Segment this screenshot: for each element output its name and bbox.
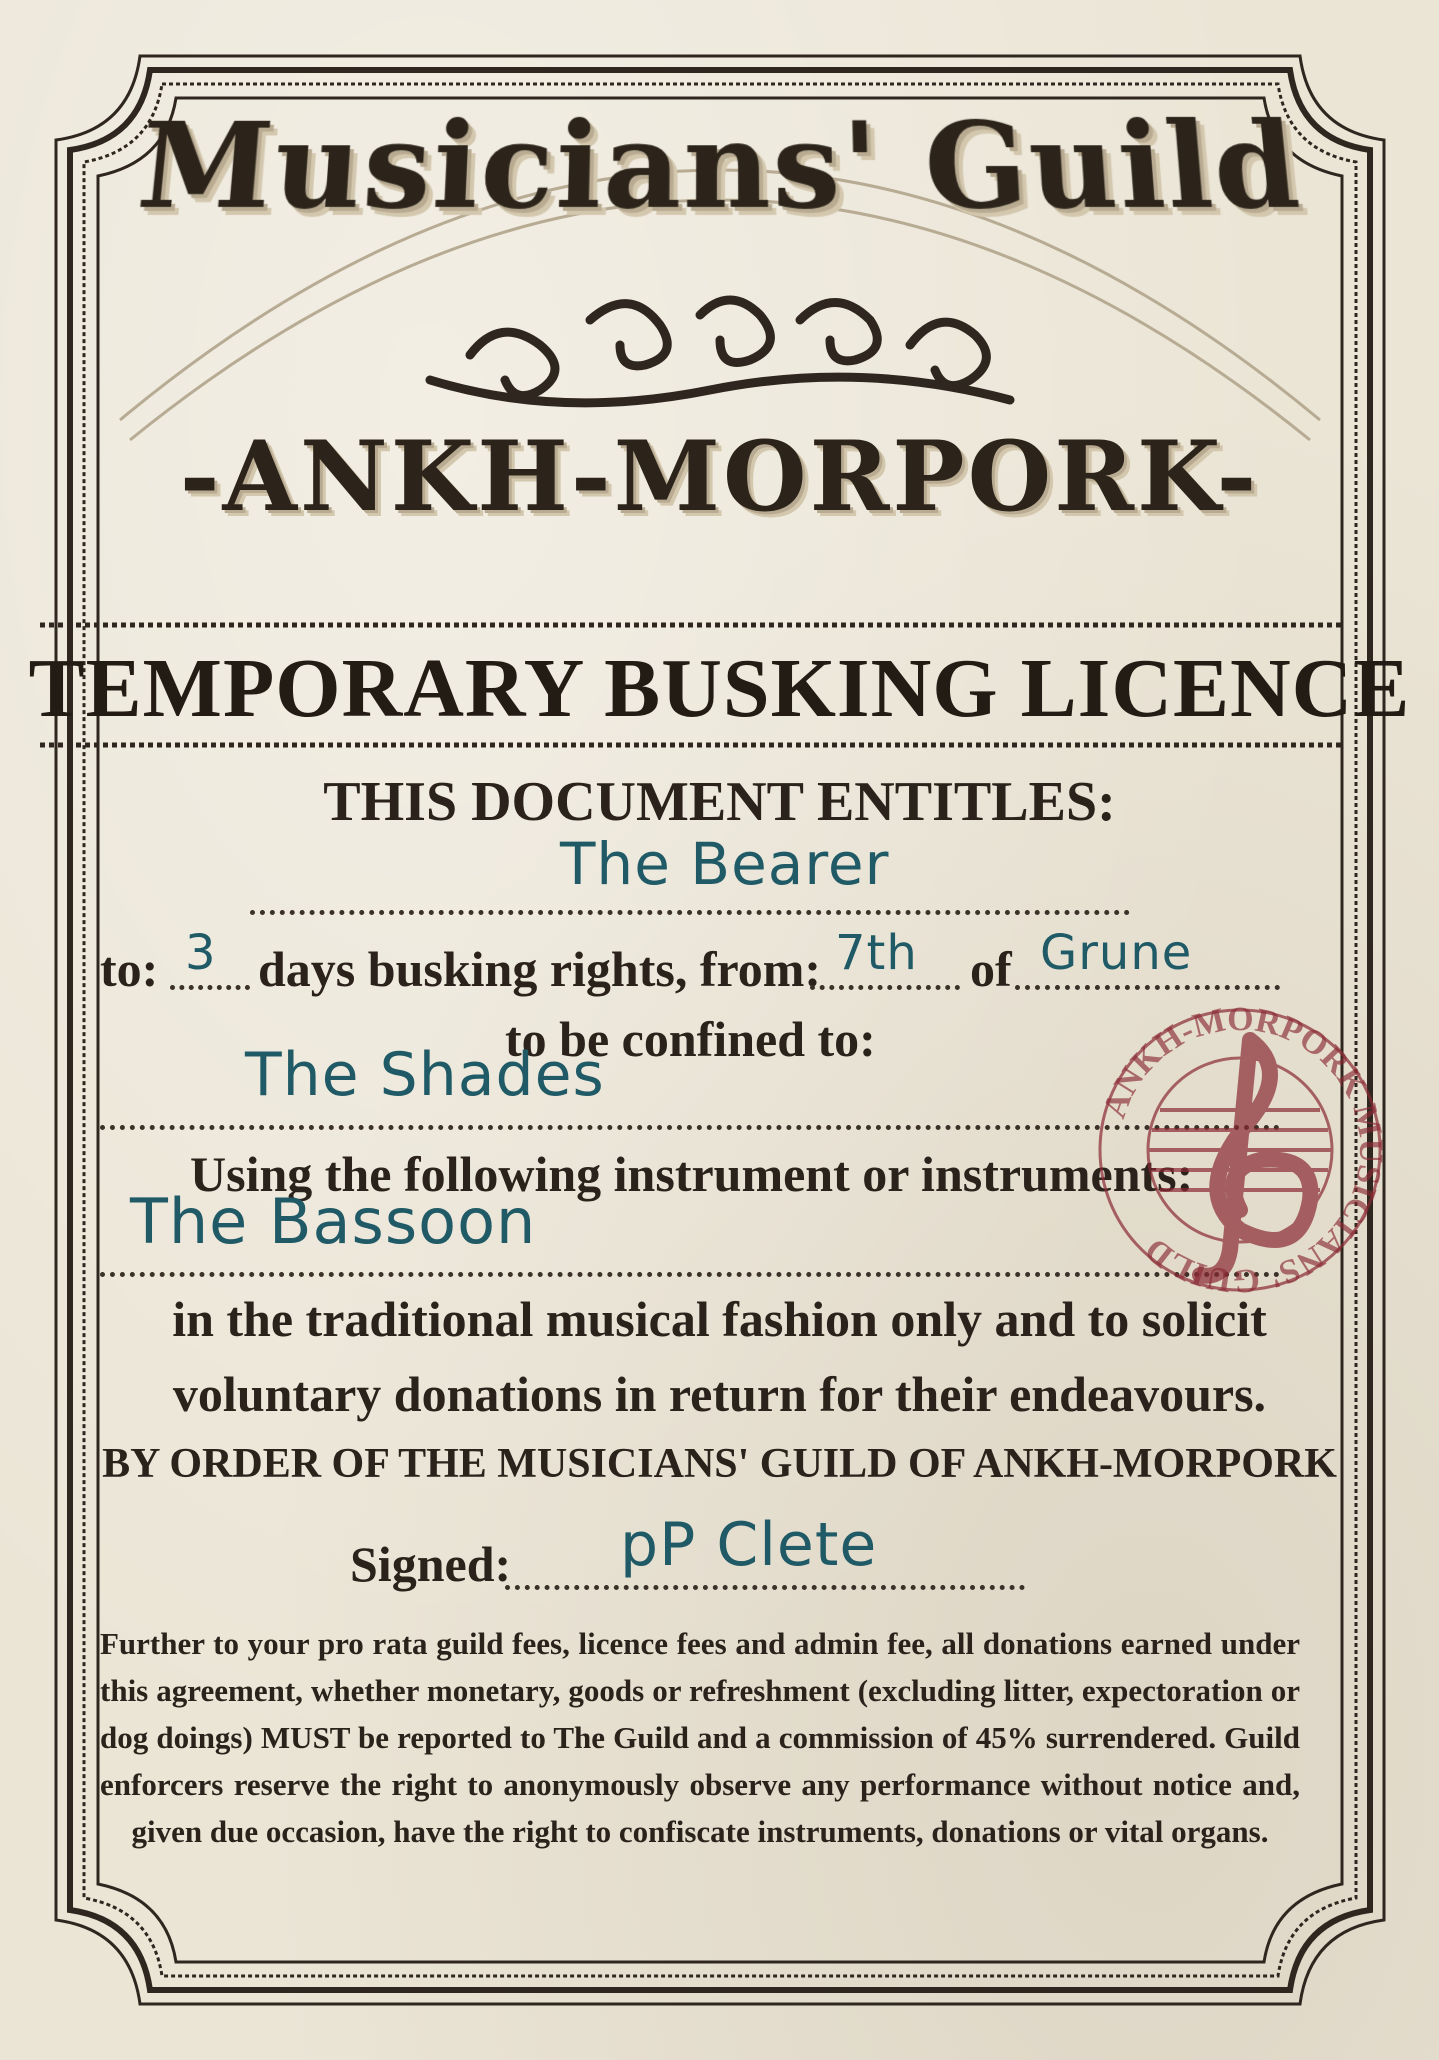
signed-label: Signed: <box>350 1536 512 1592</box>
day-dotted-line <box>810 985 960 990</box>
location-handwritten: The Shades <box>245 1040 605 1110</box>
fashion-line-2: voluntary donations in return for their endeavours. <box>172 1366 1267 1422</box>
instrument-handwritten: The Bassoon <box>130 1185 537 1258</box>
day-handwritten: 7th <box>835 925 918 981</box>
month-handwritten: Grune <box>1040 925 1193 981</box>
guild-name-heading: Musicians' Guild <box>132 96 1307 237</box>
city-heading: -ANKH-MORPORK- <box>179 420 1260 533</box>
signature-dotted-line <box>505 1585 1025 1590</box>
of-label: of <box>970 941 1012 997</box>
rights-prefix: to: <box>100 941 159 997</box>
instrument-label: Using the following instrument or instruments: <box>190 1146 1194 1202</box>
swirl-ornament <box>430 300 1010 403</box>
guild-stamp <box>1090 1000 1390 1300</box>
licence-title: TEMPORARY BUSKING LICENCE <box>28 642 1411 735</box>
stamp-text: ANKH-MORPORK MUSICIANS' GUILD <box>1095 1000 1390 1300</box>
order-line: BY ORDER OF THE MUSICIANS' GUILD OF ANKH-MORPORK <box>102 1441 1337 1487</box>
entitles-heading: THIS DOCUMENT ENTITLES: <box>323 771 1116 833</box>
days-dotted-line <box>170 985 250 990</box>
confined-label: to be confined to: <box>505 1011 876 1067</box>
month-dotted-line <box>1015 985 1280 990</box>
fine-print: Further to your pro rata guild fees, licence fees and admin fee, all donations earned under this agreement, whether monetary, goods or refreshment (excluding litter, expectoration or dog doings) MUST be reported to The Guild and a commission of 45% surrendered. Guild enforcers reserve the right to anonymously observe any performance without notice and, given due occasion, have the right to confiscate instruments, donations or vital organs. <box>100 1626 1300 1849</box>
signature-handwritten: pP Clete <box>620 1510 878 1580</box>
fashion-line-1: in the traditional musical fashion only and to solicit <box>172 1291 1267 1347</box>
bearer-handwritten: The Bearer <box>560 830 890 898</box>
bearer-dotted-line <box>250 910 1130 915</box>
days-handwritten: 3 <box>185 925 217 981</box>
rights-middle-text: days busking rights, from: <box>258 941 822 997</box>
